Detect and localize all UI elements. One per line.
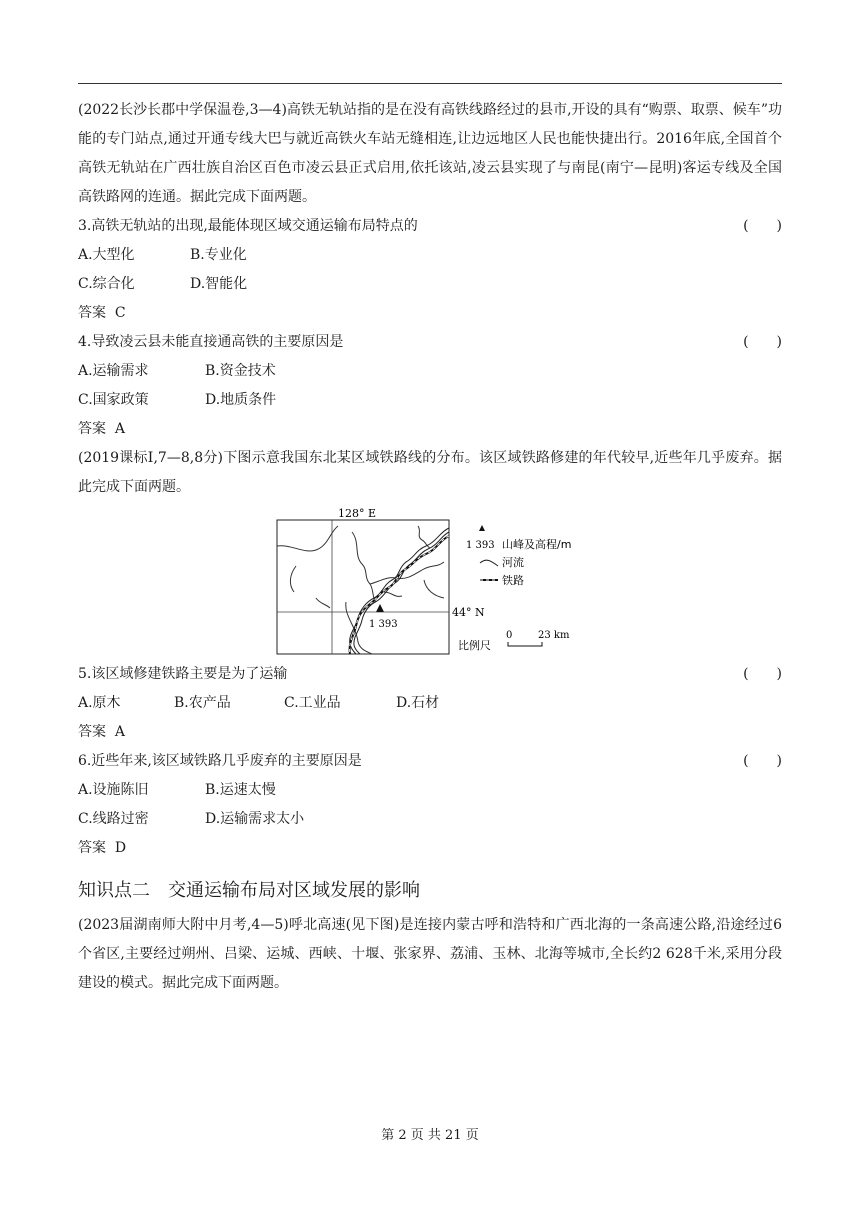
scale-label: 比例尺 <box>458 639 491 652</box>
option-c: C.工业品 <box>284 695 341 711</box>
latitude-label: 44° N <box>452 606 485 619</box>
option-a: A.设施陈旧 <box>78 782 149 798</box>
intro-q3-4: (2022长沙长郡中学保温卷,3—4)高铁无轨站指的是在没有高铁线路经过的县市,开设的具有“购票、取票、候车”功能的专门站点,通过开通专线大巴与就近高铁火车站无缝相连,让边远地区人民也能快捷出行。2016年底,全国首个高铁无轨站在广西壮族自治区百色市凌云县正式启用,依托该站,凌云县实现了与南昆(南宁—昆明)客运专线及全国高铁路网的连通。据此完成下面两题。 <box>78 102 782 205</box>
answer-label: 答案 <box>78 724 106 740</box>
question-5-answer <box>78 718 782 747</box>
question-4-options-row2 <box>78 386 782 415</box>
page-content <box>78 96 782 998</box>
railway-map-figure <box>78 506 782 658</box>
option-d: D.运输需求太小 <box>205 811 305 827</box>
question-6 <box>78 747 782 776</box>
scale-zero: 0 <box>506 630 513 641</box>
answer-label: 答案 <box>78 840 106 856</box>
scale-bar <box>508 642 542 646</box>
header-rule <box>78 83 782 84</box>
river <box>277 526 338 551</box>
river <box>370 562 444 584</box>
option-a: A.大型化 <box>78 247 135 263</box>
rivers <box>277 526 444 654</box>
answer-value: C <box>114 305 126 321</box>
answer-label: 答案 <box>78 305 106 321</box>
river <box>290 566 296 592</box>
main-river <box>350 528 449 654</box>
option-c: C.综合化 <box>78 276 135 292</box>
option-c: C.线路过密 <box>78 811 149 827</box>
answer-value: A <box>114 724 126 740</box>
railway-map <box>276 506 606 658</box>
option-c: C.国家政策 <box>78 392 149 408</box>
legend-peak-icon <box>479 525 485 531</box>
river <box>316 598 330 608</box>
question-6-text: 6.近些年来,该区域铁路几乎废弃的主要原因是 <box>78 753 362 769</box>
question-6-options-row1 <box>78 776 782 805</box>
river <box>424 580 444 598</box>
legend-peak-elevation: 1 393 <box>466 540 495 551</box>
answer-blank: ( ) <box>743 334 782 350</box>
legend-river-label: 河流 <box>502 556 524 569</box>
option-d: D.石材 <box>396 695 440 711</box>
question-3 <box>78 212 782 241</box>
answer-blank: ( ) <box>743 753 782 769</box>
legend-railway-label: 铁路 <box>502 574 524 587</box>
question-3-text: 3.高铁无轨站的出现,最能体现区域交通运输布局特点的 <box>78 218 418 234</box>
intro-q4-5-highway: (2023届湖南师大附中月考,4—5)呼北高速(见下图)是连接内蒙古呼和浩特和广西北海的一条高速公路,沿途经过6个省区,主要经过朔州、吕梁、运城、西峡、十堰、张家界、荔浦、玉林、北海等城市,全长约2 628千米,采用分段建设的模式。据此完成下面两题。 <box>78 917 782 991</box>
question-3-options-row2 <box>78 270 782 299</box>
answer-value: A <box>114 421 126 437</box>
option-b: B.资金技术 <box>205 363 276 379</box>
answer-blank: ( ) <box>743 666 782 682</box>
peak-elevation: 1 393 <box>369 619 398 630</box>
option-a: A.原木 <box>78 695 121 711</box>
river <box>352 532 376 602</box>
answer-blank: ( ) <box>743 218 782 234</box>
question-5-text: 5.该区域修建铁路主要是为了运输 <box>78 666 288 682</box>
answer-value: D <box>114 840 127 856</box>
option-b: B.运速太慢 <box>205 782 276 798</box>
question-6-answer <box>78 834 782 863</box>
section-heading: 知识点二 交通运输布局对区域发展的影响 <box>78 880 420 901</box>
intro-q5-6: (2019课标Ⅰ,7—8,8分)下图示意我国东北某区域铁路线的分布。该区域铁路修建的年代较早,近些年几乎废弃。据此完成下面两题。 <box>78 450 782 495</box>
option-b: B.农产品 <box>174 695 231 711</box>
question-6-options-row2 <box>78 805 782 834</box>
option-b: B.专业化 <box>190 247 247 263</box>
question-3-options-row1 <box>78 241 782 270</box>
river <box>384 592 402 596</box>
peak-icon <box>376 604 384 612</box>
option-a: A.运输需求 <box>78 363 149 379</box>
legend-river-icon <box>480 560 498 566</box>
question-4 <box>78 328 782 357</box>
question-4-answer <box>78 415 782 444</box>
scale-value: 23 km <box>538 630 570 641</box>
option-d: D.地质条件 <box>205 392 277 408</box>
question-3-answer <box>78 299 782 328</box>
option-d: D.智能化 <box>190 276 248 292</box>
question-4-options-row1 <box>78 357 782 386</box>
question-5-options <box>78 689 782 718</box>
legend-peak-label: 山峰及高程/m <box>502 538 572 551</box>
question-4-text: 4.导致凌云县未能直接通高铁的主要原因是 <box>78 334 344 350</box>
question-5 <box>78 660 782 689</box>
answer-label: 答案 <box>78 421 106 437</box>
map-frame <box>277 520 449 654</box>
longitude-label: 128° E <box>338 507 377 520</box>
page-footer: 第 2 页 共 21 页 <box>381 1128 479 1143</box>
